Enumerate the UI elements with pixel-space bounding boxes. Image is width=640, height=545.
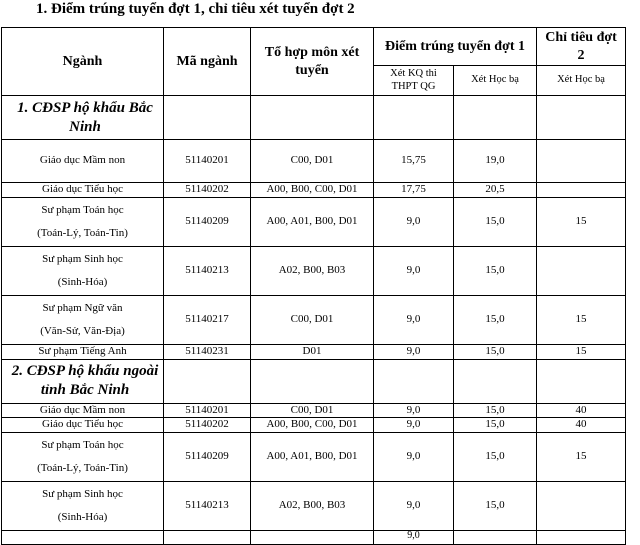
empty-cell [164, 96, 251, 140]
score-hocba: 15,0 [454, 433, 537, 482]
empty-cell [454, 359, 537, 403]
quota-round2 [537, 183, 626, 198]
major-code: 51140209 [164, 433, 251, 482]
table-row [2, 140, 626, 183]
major-name-cell: Giáo dục Tiểu học [2, 183, 164, 198]
subject-groups: A00, B00, C00, D01 [251, 183, 374, 198]
score-hocba: 15,0 [454, 418, 537, 433]
partial-cell [164, 531, 251, 545]
major-subname: (Văn-Sử, Văn-Địa) [40, 324, 125, 337]
table-row [2, 418, 626, 433]
partial-cell [251, 531, 374, 545]
header-code: Mã ngành [164, 28, 251, 96]
empty-cell [374, 359, 454, 403]
major-name: Sư phạm Sinh học [42, 487, 123, 500]
table-row [2, 403, 626, 418]
major-name-cell: Sư phạm Tiếng Anh [2, 344, 164, 359]
table-row [2, 433, 626, 482]
quota-round2 [537, 482, 626, 531]
table-row [2, 344, 626, 359]
score-hocba: 15,0 [454, 403, 537, 418]
score-hocba: 15,0 [454, 344, 537, 359]
quota-round2: 40 [537, 418, 626, 433]
header-thpt: Xét KQ thi THPT QG [374, 66, 454, 96]
score-hocba: 19,0 [454, 140, 537, 183]
partial-cell [537, 531, 626, 545]
partial-cell: 9,0 [374, 531, 454, 545]
major-name-cell [2, 295, 164, 344]
quota-round2: 15 [537, 197, 626, 246]
document-title: 1. Điểm trúng tuyển đợt 1, chỉ tiêu xét tuyển đợt 2 [36, 1, 355, 17]
section-row [2, 359, 626, 403]
empty-cell [164, 359, 251, 403]
major-subname: (Sinh-Hóa) [57, 275, 108, 288]
score-thpt: 9,0 [374, 344, 454, 359]
major-name-cell [2, 482, 164, 531]
score-thpt: 9,0 [374, 418, 454, 433]
major-name: Sư phạm Toán học [41, 438, 124, 451]
subject-groups: A02, B00, B03 [251, 246, 374, 295]
major-code: 51140231 [164, 344, 251, 359]
subject-groups: C00, D01 [251, 140, 374, 183]
table-row [2, 246, 626, 295]
score-thpt: 9,0 [374, 482, 454, 531]
quota-round2: 15 [537, 433, 626, 482]
section-row [2, 96, 626, 140]
subject-groups: A00, B00, C00, D01 [251, 418, 374, 433]
major-code: 51140202 [164, 183, 251, 198]
subject-groups: A00, A01, B00, D01 [251, 433, 374, 482]
empty-cell [454, 96, 537, 140]
table-body [2, 96, 626, 545]
quota-round2: 40 [537, 403, 626, 418]
subject-groups: C00, D01 [251, 295, 374, 344]
subject-groups: D01 [251, 344, 374, 359]
major-code: 51140201 [164, 403, 251, 418]
major-subname: (Sinh-Hóa) [57, 511, 108, 523]
partial-cell [454, 531, 537, 545]
score-hocba: 15,0 [454, 246, 537, 295]
score-thpt: 9,0 [374, 433, 454, 482]
major-subname: (Toán-Lý, Toán-Tin) [37, 462, 128, 474]
major-code: 51140201 [164, 140, 251, 183]
header-score-round1: Điểm trúng tuyển đợt 1 [374, 28, 537, 66]
score-hocba: 15,0 [454, 295, 537, 344]
subject-groups: C00, D01 [251, 403, 374, 418]
major-name-cell: Giáo dục Mầm non [2, 403, 164, 418]
partial-cell [2, 531, 164, 545]
score-thpt: 17,75 [374, 183, 454, 198]
header-hocba: Xét Học bạ [454, 66, 537, 96]
table-row [2, 183, 626, 198]
major-code: 51140209 [164, 197, 251, 246]
empty-cell [251, 359, 374, 403]
table-row [2, 482, 626, 531]
header-quota-round2: Chỉ tiêu đợt 2 [537, 28, 626, 66]
partial-row [2, 531, 626, 545]
major-name-cell [2, 246, 164, 295]
major-name: Sư phạm Sinh học [42, 252, 123, 265]
major-code: 51140213 [164, 482, 251, 531]
major-code: 51140213 [164, 246, 251, 295]
table-row [2, 295, 626, 344]
major-name-cell [2, 433, 164, 482]
major-name: Sư phạm Ngữ văn [42, 301, 123, 314]
quota-round2 [537, 246, 626, 295]
score-hocba: 15,0 [454, 482, 537, 531]
empty-cell [374, 96, 454, 140]
header-quota-hocba: Xét Học bạ [537, 66, 626, 96]
score-hocba: 20,5 [454, 183, 537, 198]
major-code: 51140202 [164, 418, 251, 433]
empty-cell [251, 96, 374, 140]
header-major: Ngành [2, 28, 164, 96]
quota-round2: 15 [537, 344, 626, 359]
major-code: 51140217 [164, 295, 251, 344]
major-subname: (Toán-Lý, Toán-Tin) [37, 226, 128, 239]
header-subject-group: Tổ hợp môn xét tuyển [251, 28, 374, 96]
major-name-cell [2, 197, 164, 246]
section-title: 1. CĐSP hộ khẩu Bắc Ninh [2, 96, 164, 140]
major-name-cell: Giáo dục Mầm non [2, 140, 164, 183]
score-thpt: 9,0 [374, 295, 454, 344]
score-hocba: 15,0 [454, 197, 537, 246]
table-row [2, 197, 626, 246]
major-name-cell: Giáo dục Tiểu học [2, 418, 164, 433]
subject-groups: A00, A01, B00, D01 [251, 197, 374, 246]
major-name: Sư phạm Toán học [41, 203, 124, 216]
empty-cell [537, 359, 626, 403]
empty-cell [537, 96, 626, 140]
admission-table [1, 27, 626, 545]
score-thpt: 15,75 [374, 140, 454, 183]
quota-round2 [537, 140, 626, 183]
section-title: 2. CĐSP hộ khẩu ngoài tỉnh Bắc Ninh [2, 359, 164, 403]
subject-groups: A02, B00, B03 [251, 482, 374, 531]
score-thpt: 9,0 [374, 197, 454, 246]
quota-round2: 15 [537, 295, 626, 344]
score-thpt: 9,0 [374, 403, 454, 418]
score-thpt: 9,0 [374, 246, 454, 295]
